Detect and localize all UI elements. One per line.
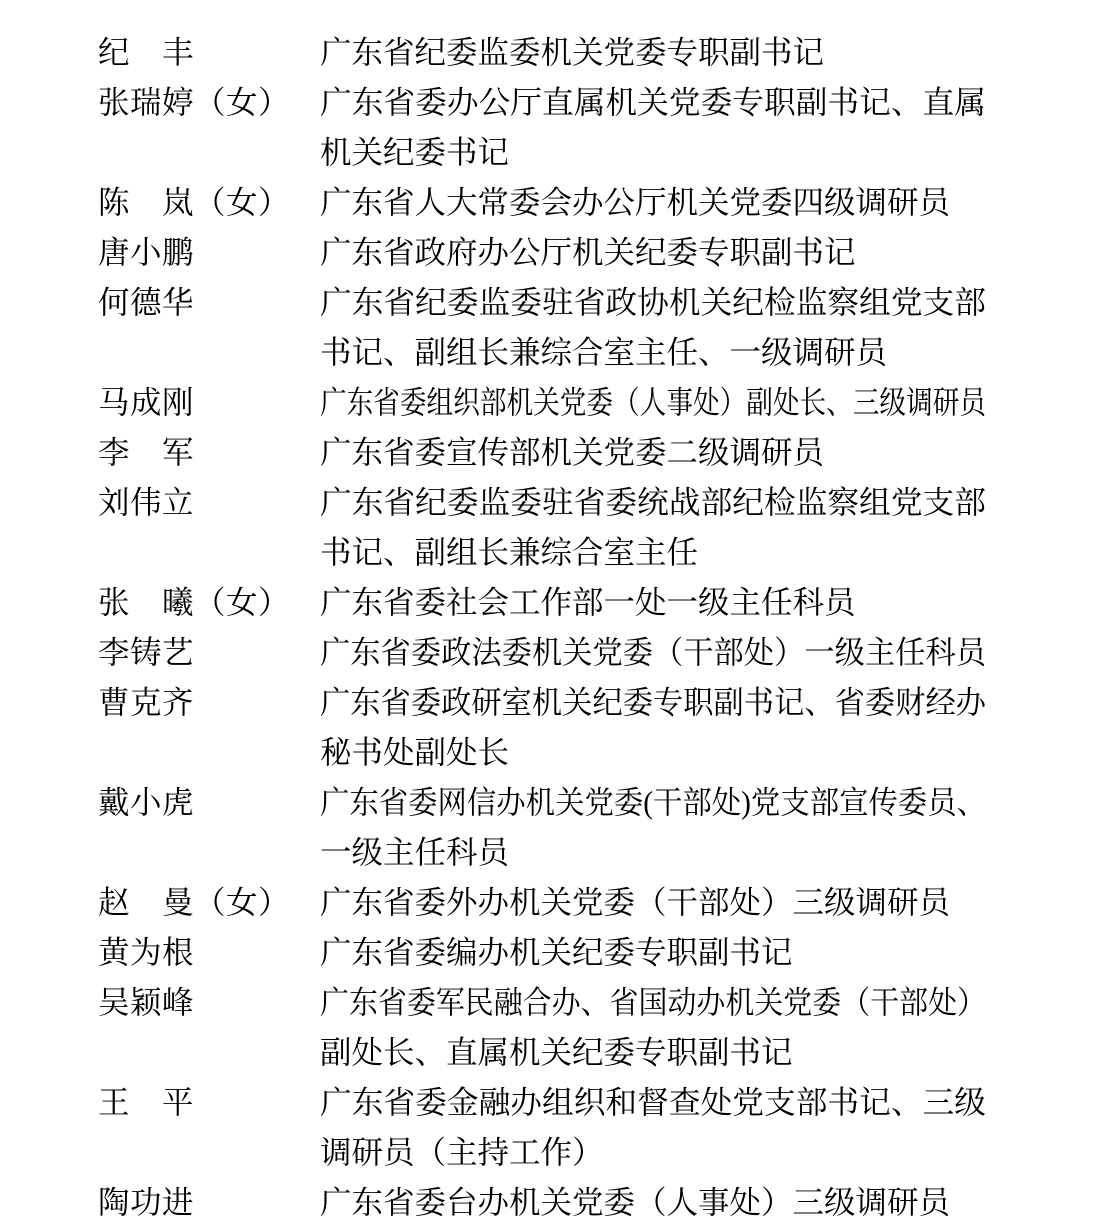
position-line-text: 广东省委政法委机关党委（干部处）一级主任科员: [320, 635, 986, 670]
list-item: [98, 278, 1080, 378]
position-line-text: 广东省政府办公厅机关纪委专职副书记: [320, 235, 856, 270]
position-line: [320, 178, 950, 228]
position-line: [320, 128, 982, 178]
position-line: [320, 928, 793, 978]
position-line-text: 调研员（主持工作）: [320, 1135, 604, 1170]
person-name: 黄为根: [98, 935, 195, 970]
list-item: [98, 928, 1080, 978]
position-line-text: 广东省纪委监委驻省政协机关纪检监察组党支部: [320, 285, 986, 320]
list-item: [98, 1178, 1080, 1228]
position-line: [320, 528, 982, 578]
list-item: [98, 578, 1080, 628]
position-line-text: 机关纪委书记: [320, 135, 510, 170]
position-text: [320, 678, 1013, 778]
position-line: [320, 378, 1108, 428]
list-item: [98, 78, 1080, 178]
list-item: [98, 428, 1080, 478]
person-name: 戴小虎: [98, 785, 195, 820]
position-line-text: 广东省委社会工作部一处一级主任科员: [320, 585, 856, 620]
position-line-text: 广东省委台办机关党委（人事处）三级调研员: [320, 1185, 951, 1220]
person-name: 吴颖峰: [98, 985, 195, 1020]
position-line-text: 书记、副组长兼综合室主任、一级调研员: [320, 335, 888, 370]
person-name: 王 平: [98, 1085, 195, 1120]
position-line-text: 副处长、直属机关纪委专职副书记: [320, 1035, 793, 1070]
name-position-list: [98, 28, 1080, 1228]
position-line: [320, 1178, 950, 1228]
position-text: [320, 428, 824, 478]
list-item: [98, 628, 1080, 678]
person-name: 张 曦（女）: [98, 585, 291, 620]
position-line: [320, 278, 986, 328]
position-text: [320, 228, 856, 278]
person-name: 李 军: [98, 435, 195, 470]
person-name: 何德华: [98, 285, 195, 320]
position-line-text: 广东省委外办机关党委（干部处）三级调研员: [320, 885, 951, 920]
position-line: [320, 78, 986, 128]
list-item: [98, 1078, 1080, 1178]
position-line-text: 秘书处副处长: [320, 735, 510, 770]
person-name: 李铸艺: [98, 635, 195, 670]
person-name: 赵 曼（女）: [98, 885, 291, 920]
position-line-text: 广东省纪委监委机关党委专职副书记: [320, 35, 825, 70]
list-item: [98, 178, 1080, 228]
position-text: [320, 28, 824, 78]
position-text: [320, 978, 1045, 1078]
person-name: 纪 丰: [98, 35, 195, 70]
list-item: [98, 778, 1080, 878]
position-text: [320, 1078, 986, 1178]
position-text: [320, 378, 1108, 428]
list-item: [98, 878, 1080, 928]
position-line-text: 广东省纪委监委驻省委统战部纪检监察组党支部: [320, 485, 986, 520]
position-line-text: 一级主任科员: [320, 835, 510, 870]
list-item: [98, 228, 1080, 278]
position-line: [320, 978, 1045, 1028]
person-name: 张瑞婷（女）: [98, 85, 291, 120]
position-line-text: 广东省委金融办组织和督查处党支部书记、三级: [320, 1085, 986, 1120]
position-text: [320, 178, 950, 228]
position-line: [320, 1128, 982, 1178]
position-line-text: 广东省委军民融合办、省国动办机关党委（干部处）: [320, 985, 986, 1020]
position-line: [320, 478, 986, 528]
position-line: [320, 628, 1013, 678]
list-item: [98, 478, 1080, 578]
position-line: [320, 228, 856, 278]
position-line-text: 广东省委宣传部机关党委二级调研员: [320, 435, 825, 470]
position-line-text: 广东省委网信办机关党委(干部处)党支部宣传委员、: [320, 785, 986, 820]
position-line: [320, 328, 982, 378]
list-item: [98, 378, 1080, 428]
position-line-text: 广东省委办公厅直属机关党委专职副书记、直属: [320, 85, 986, 120]
position-text: [320, 928, 793, 978]
position-line-text: 书记、副组长兼综合室主任: [320, 535, 699, 570]
person-name: 唐小鹏: [98, 235, 195, 270]
position-line: [320, 1028, 1045, 1078]
list-item: [98, 28, 1080, 78]
position-line: [320, 428, 824, 478]
position-line: [320, 778, 1034, 828]
position-line: [320, 578, 856, 628]
position-line-text: 广东省委政研室机关纪委专职副书记、省委财经办: [320, 685, 986, 720]
position-text: [320, 778, 1034, 878]
position-text: [320, 628, 1013, 678]
position-line: [320, 1078, 986, 1128]
position-line-text: 广东省人大常委会办公厅机关党委四级调研员: [320, 185, 951, 220]
person-name: 陶功进: [98, 1185, 195, 1220]
position-text: [320, 278, 986, 378]
person-name: 马成刚: [98, 385, 195, 420]
position-text: [320, 1178, 950, 1228]
position-line: [320, 828, 1034, 878]
person-name: 曹克齐: [98, 685, 195, 720]
position-line-text: 广东省委组织部机关党委（人事处）副处长、三级调研员: [320, 385, 986, 420]
position-line: [320, 678, 1013, 728]
list-item: [98, 678, 1080, 778]
position-text: [320, 78, 986, 178]
position-text: [320, 578, 856, 628]
position-line-text: 广东省委编办机关纪委专职副书记: [320, 935, 793, 970]
person-name: 刘伟立: [98, 485, 195, 520]
position-text: [320, 878, 950, 928]
list-item: [98, 978, 1080, 1078]
position-text: [320, 478, 986, 578]
person-name: 陈 岚（女）: [98, 185, 291, 220]
position-line: [320, 728, 1013, 778]
position-line: [320, 28, 824, 78]
position-line: [320, 878, 950, 928]
